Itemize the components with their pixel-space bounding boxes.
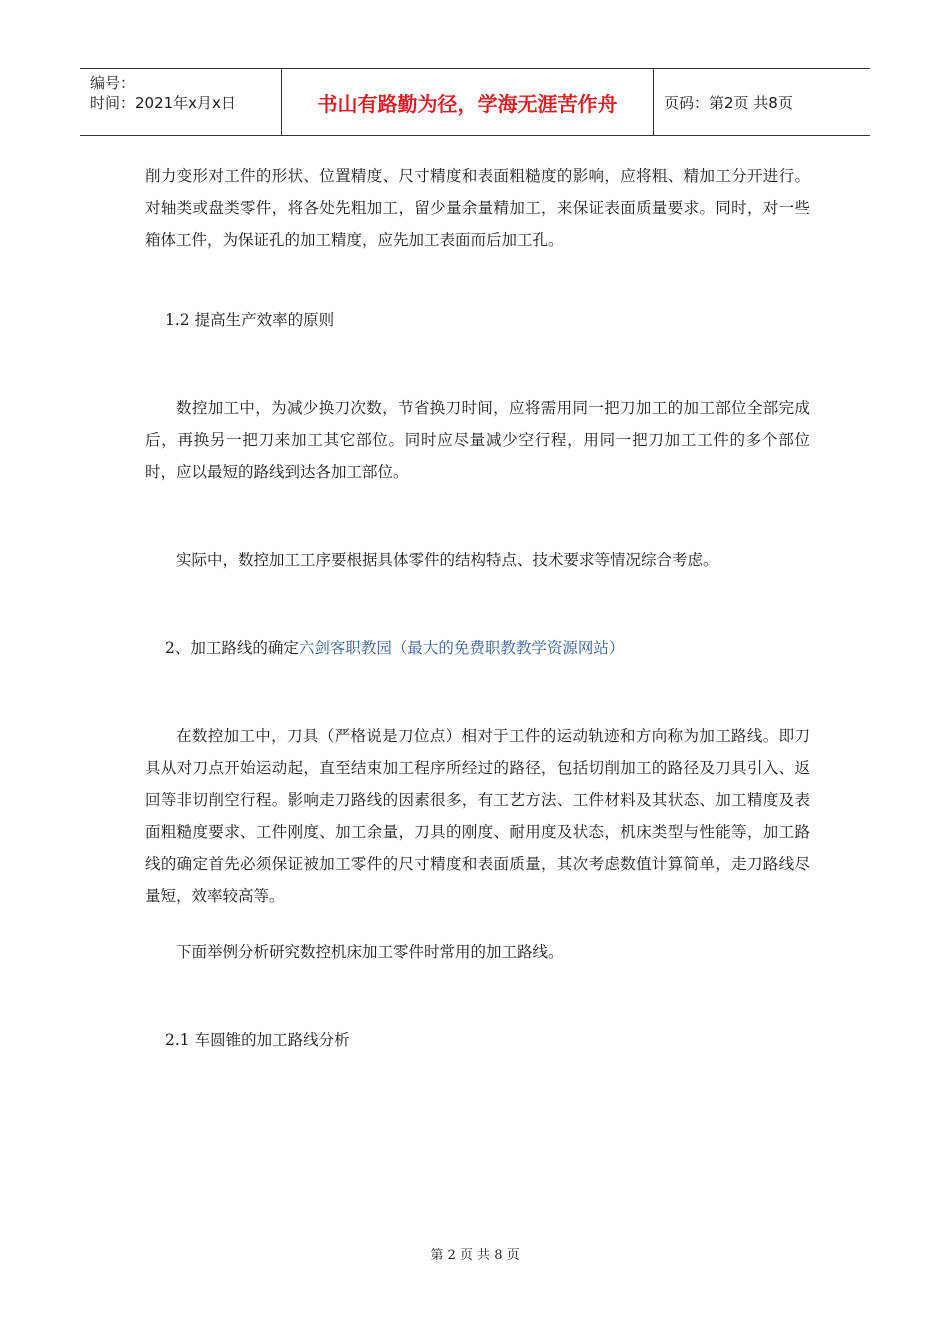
document-body: [145, 160, 810, 1056]
section-heading-1-2: 1.2 提高生产效率的原则: [165, 311, 335, 329]
page-footer: 第 2 页 共 8 页: [430, 1248, 520, 1263]
paragraph: 实际中，数控加工工序要根据具体零件的结构特点、技术要求等情况综合考虑。: [176, 551, 719, 569]
paragraph: 削力变形对工件的形状、位置精度、尺寸精度和表面粗糙度的影响，应将粗、精加工分开进行。对轴类或盘类零件，将各处先粗加工，留少量余量精加工，来保证表面质量要求。同时，对一些箱体工件，为保证孔的加工精度，应先加工表面而后加工孔。: [145, 167, 810, 249]
section-heading-2-1: 2.1 车圆锥的加工路线分析: [165, 1031, 350, 1049]
section-heading-text: 2、加工路线的确定: [165, 639, 299, 657]
page-header: [80, 68, 870, 136]
paragraph: 下面举例分析研究数控机床加工零件时常用的加工路线。: [176, 943, 564, 961]
document-number: 编号：: [90, 74, 136, 92]
header-meta: [80, 69, 282, 135]
paragraph: 数控加工中，为减少换刀次数，节省换刀时间，应将需用同一把刀加工的加工部位全部完成后，再换另一把刀来加工其它部位。同时应尽量减少空行程，用同一把刀加工工件的多个部位时，应以最短的路线到达各加工部位。: [145, 399, 810, 481]
resource-link[interactable]: 六剑客职教园（最大的免费职教教学资源网站）: [298, 639, 625, 657]
section-heading-2: [145, 632, 810, 664]
paragraph: 在数控加工中，刀具（严格说是刀位点）相对于工件的运动轨迹和方向称为加工路线。即刀具从对刀点开始运动起，直至结束加工程序所经过的路径，包括切削加工的路径及刀具引入、返回等非切削空行程。影响走刀路线的因素很多，有工艺方法、工件材料及其状态、加工精度及表面粗糙度要求、工件刚度、加工余量，刀具的刚度、耐用度及状态，机床类型与性能等，加工路线的确定首先必须保证被加工零件的尺寸精度和表面质量，其次考虑数值计算简单，走刀路线尽量短，效率较高等。: [145, 727, 810, 905]
header-motto: 书山有路勤为径，学海无涯苦作舟: [282, 69, 654, 135]
document-date: 时间：2021年x月x日: [90, 94, 236, 112]
header-page-number: 页码：第2页 共8页: [664, 93, 793, 112]
